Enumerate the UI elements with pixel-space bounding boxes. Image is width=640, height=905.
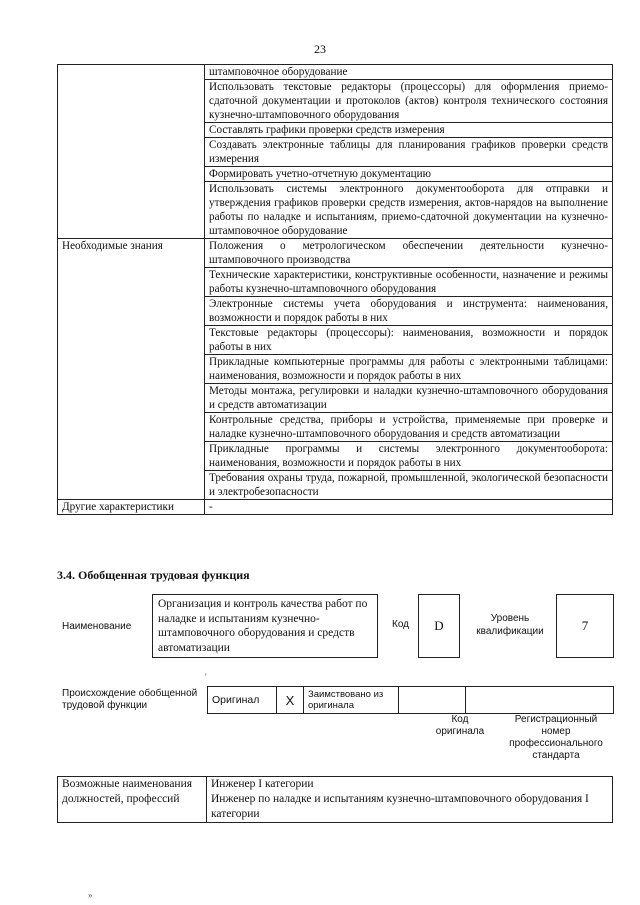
origin-table xyxy=(207,686,614,714)
skills-knowledge-table xyxy=(57,64,613,515)
job-titles-list xyxy=(207,777,613,823)
knowledge-item: Прикладные компьютерные программы для работы с электронными таблицами: наименования, возможности и порядок работы в них xyxy=(205,355,613,384)
job-title-item: Инженер по наладке и испытаниям кузнечно-штамповочного оборудования I категории xyxy=(211,793,589,820)
code-label: Код xyxy=(392,619,410,630)
code-original-caption: Код оригинала xyxy=(435,714,485,737)
knowledge-label: Необходимые знания xyxy=(58,239,205,500)
reg-number-cell xyxy=(466,687,614,714)
original-mark: X xyxy=(277,687,304,714)
section-title: 3.4. Обобщенная трудовая функция xyxy=(57,568,250,582)
reg-number-caption: Регистрационный номер профессионального стандарта xyxy=(509,714,603,761)
job-titles-table xyxy=(57,776,613,823)
job-titles-label: Возможные наименования должностей, профессий xyxy=(58,777,207,823)
original-code-cell xyxy=(399,687,466,714)
function-name-box: Организация и контроль качества работ по наладке и испытаниям кузнечно-штамповочного оборудования и средств автоматизации xyxy=(152,594,378,658)
original-label: Оригинал xyxy=(208,687,277,714)
borrowed-label: Заимствовано из оригинала xyxy=(304,687,399,714)
page-number: 23 xyxy=(314,42,326,56)
stray-mark: ' xyxy=(205,672,207,682)
skill-item: штамповочное оборудование xyxy=(205,65,613,80)
knowledge-item: Технические характеристики, конструктивные особенности, назначение и режимы работы кузнечно-штамповочного оборудования xyxy=(205,268,613,297)
knowledge-item: Требования охраны труда, пожарной, промышленной, экологической безопасности и электробезопасности xyxy=(205,471,613,500)
skill-item: Использовать системы электронного документооборота для отправки и утверждения графиков проверки средств измерения, актов-нарядов на выполнение работы по наладке и испытаниям, приемо-сдаточной документации на кузнечно-штамповочное оборудование xyxy=(205,182,613,239)
other-label: Другие характеристики xyxy=(58,500,205,515)
name-label: Наименование xyxy=(62,621,132,632)
stray-mark: » xyxy=(88,890,93,900)
knowledge-item: Положения о метрологическом обеспечении деятельности кузнечно-штамповочного производства xyxy=(205,239,613,268)
skill-item: Создавать электронные таблицы для планирования графиков проверки средств измерения xyxy=(205,138,613,167)
knowledge-item: Текстовые редакторы (процессоры): наименования, возможности и порядок работы в них xyxy=(205,326,613,355)
skill-item: Использовать текстовые редакторы (процессоры) для оформления приемо-сдаточной документации и протоколов (актов) контроля технического состояния кузнечно-штамповочного оборудования xyxy=(205,80,613,123)
skill-item: Составлять графики проверки средств измерения xyxy=(205,123,613,138)
job-title-item: Инженер I категории xyxy=(211,778,314,790)
skill-item: Формировать учетно-отчетную документацию xyxy=(205,167,613,182)
knowledge-item: Контрольные средства, приборы и устройства, применяемые при проверке и наладке кузнечно-штамповочного оборудования и средств автоматизации xyxy=(205,413,613,442)
other-value: - xyxy=(205,500,613,515)
origin-label: Происхождение обобщенной трудовой функции xyxy=(62,688,198,711)
knowledge-item: Методы монтажа, регулировки и наладки кузнечно-штамповочного оборудования и средств автоматизации xyxy=(205,384,613,413)
level-label: Уровень квалификации xyxy=(476,613,544,637)
knowledge-item: Прикладные программы и системы электронного документооборота: наименования, возможности и порядок работы в них xyxy=(205,442,613,471)
code-value-box: D xyxy=(418,594,460,658)
knowledge-item: Электронные системы учета оборудования и инструмента: наименования, возможности и порядок работы в них xyxy=(205,297,613,326)
skills-label-cell xyxy=(58,65,205,239)
level-value-box: 7 xyxy=(556,594,614,658)
